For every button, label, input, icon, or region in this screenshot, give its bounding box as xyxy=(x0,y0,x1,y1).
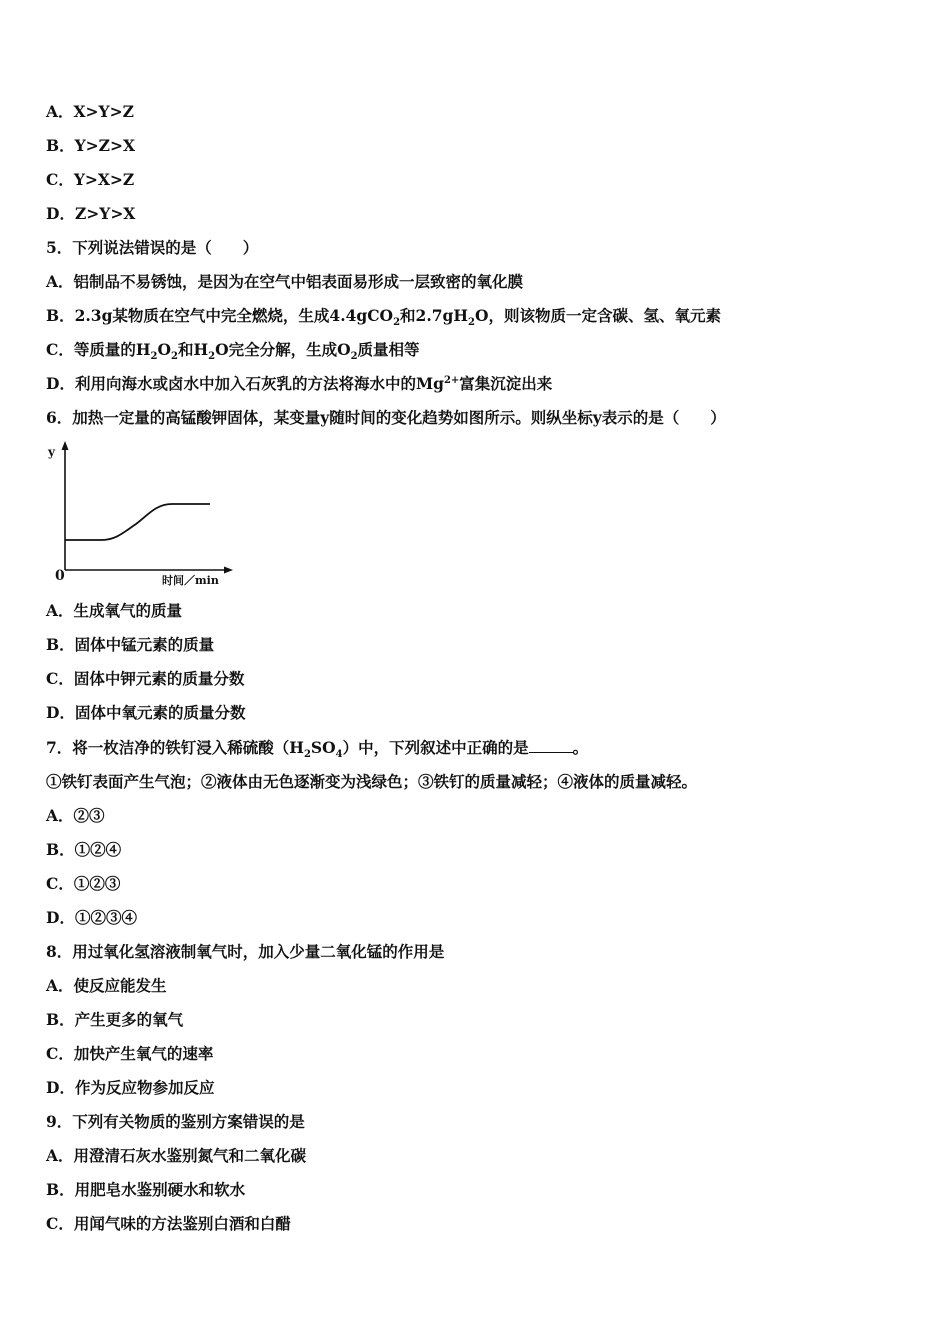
q5-option-d xyxy=(46,374,552,394)
q7-stem xyxy=(46,738,589,761)
text-part: D．利用向海水或卤水中加入石灰乳的方法将海水中的Mg xyxy=(46,374,444,393)
option-label: B． xyxy=(46,136,75,155)
q5-option-c xyxy=(46,340,420,363)
text-part: SO xyxy=(310,738,336,757)
text-part: 质量相等 xyxy=(357,340,420,359)
q9-stem: 9．下列有关物质的鉴别方案错误的是 xyxy=(46,1112,305,1131)
text-part: ）中，下列叙述中正确的是 xyxy=(342,738,529,757)
superscript: 2+ xyxy=(443,374,460,386)
q4-option-b xyxy=(46,136,135,156)
subscript: 2 xyxy=(393,317,401,329)
q6-stem: 6．加热一定量的高锰酸钾固体，某变量y随时间的变化趋势如图所示。则纵坐标y表示的是（ ） xyxy=(46,408,726,427)
text-part: O xyxy=(157,340,171,359)
text-part: O完全分解，生成O xyxy=(215,340,351,359)
q8-option-b: B．产生更多的氧气 xyxy=(46,1010,184,1029)
option-label: C． xyxy=(46,170,74,189)
q6-option-d: D．固体中氧元素的质量分数 xyxy=(46,703,246,722)
subscript: 2 xyxy=(150,351,158,363)
origin-label: 0 xyxy=(55,568,65,584)
option-text: X>Y>Z xyxy=(73,102,134,121)
subscript: 2 xyxy=(208,351,216,363)
q6-line-graph xyxy=(44,438,234,586)
text-part: 和H xyxy=(177,340,209,359)
text-part: 。 xyxy=(572,738,589,757)
text-part: C．等质量的H xyxy=(46,340,151,359)
q5-option-a: A．铝制品不易锈蚀，是因为在空气中铝表面易形成一层致密的氧化膜 xyxy=(46,272,524,291)
text-part: 和2.7gH xyxy=(400,306,468,325)
q7-statements: ①铁钉表面产生气泡；②液体由无色逐渐变为浅绿色；③铁钉的质量减轻；④液体的质量减轻。 xyxy=(46,772,698,791)
text-part: 7．将一枚洁净的铁钉浸入稀硫酸（H xyxy=(46,738,304,757)
x-axis-label: 时间／min xyxy=(162,574,219,586)
subscript: 2 xyxy=(303,749,311,761)
q4-option-c xyxy=(46,170,134,190)
q8-option-d: D．作为反应物参加反应 xyxy=(46,1078,215,1097)
subscript: 2 xyxy=(350,351,358,363)
q7-option-c: C．①②③ xyxy=(46,874,121,893)
x-axis-arrow xyxy=(224,567,233,574)
q9-option-c: C．用闻气味的方法鉴别白酒和白醋 xyxy=(46,1214,291,1233)
option-label: A． xyxy=(46,102,74,121)
q7-option-b: B．①②④ xyxy=(46,840,122,859)
answer-blank xyxy=(529,738,573,753)
q9-option-a: A．用澄清石灰水鉴别氮气和二氧化碳 xyxy=(46,1146,307,1165)
option-label: D． xyxy=(46,204,75,223)
option-text: Y>X>Z xyxy=(73,170,135,189)
q6-option-b: B．固体中锰元素的质量 xyxy=(46,635,215,654)
option-text: Z>Y>X xyxy=(74,204,136,223)
curve xyxy=(65,504,210,540)
option-text: Y>Z>X xyxy=(74,136,135,155)
q6-option-a: A．生成氧气的质量 xyxy=(46,601,183,620)
y-axis-arrow xyxy=(62,441,69,450)
q4-option-a xyxy=(46,102,134,122)
text-part: B．2.3g某物质在空气中完全燃烧，生成4.4gCO xyxy=(46,306,394,325)
text-part: 富集沉淀出来 xyxy=(459,374,553,393)
subscript: 4 xyxy=(335,749,343,761)
q8-stem: 8．用过氧化氢溶液制氧气时，加入少量二氧化锰的作用是 xyxy=(46,942,445,961)
text-part: O，则该物质一定含碳、氢、氧元素 xyxy=(474,306,721,325)
q7-option-d: D．①②③④ xyxy=(46,908,137,927)
q7-option-a: A．②③ xyxy=(46,806,105,825)
q8-option-a: A．使反应能发生 xyxy=(46,976,167,995)
q5-option-b xyxy=(46,306,721,329)
q9-option-b: B．用肥皂水鉴别硬水和软水 xyxy=(46,1180,246,1199)
q4-option-d xyxy=(46,204,135,224)
subscript: 2 xyxy=(170,351,178,363)
q5-stem: 5．下列说法错误的是（ ） xyxy=(46,238,259,257)
y-axis-label: y xyxy=(48,445,55,459)
q8-option-c: C．加快产生氧气的速率 xyxy=(46,1044,214,1063)
subscript: 2 xyxy=(467,317,475,329)
q6-option-c: C．固体中钾元素的质量分数 xyxy=(46,669,245,688)
